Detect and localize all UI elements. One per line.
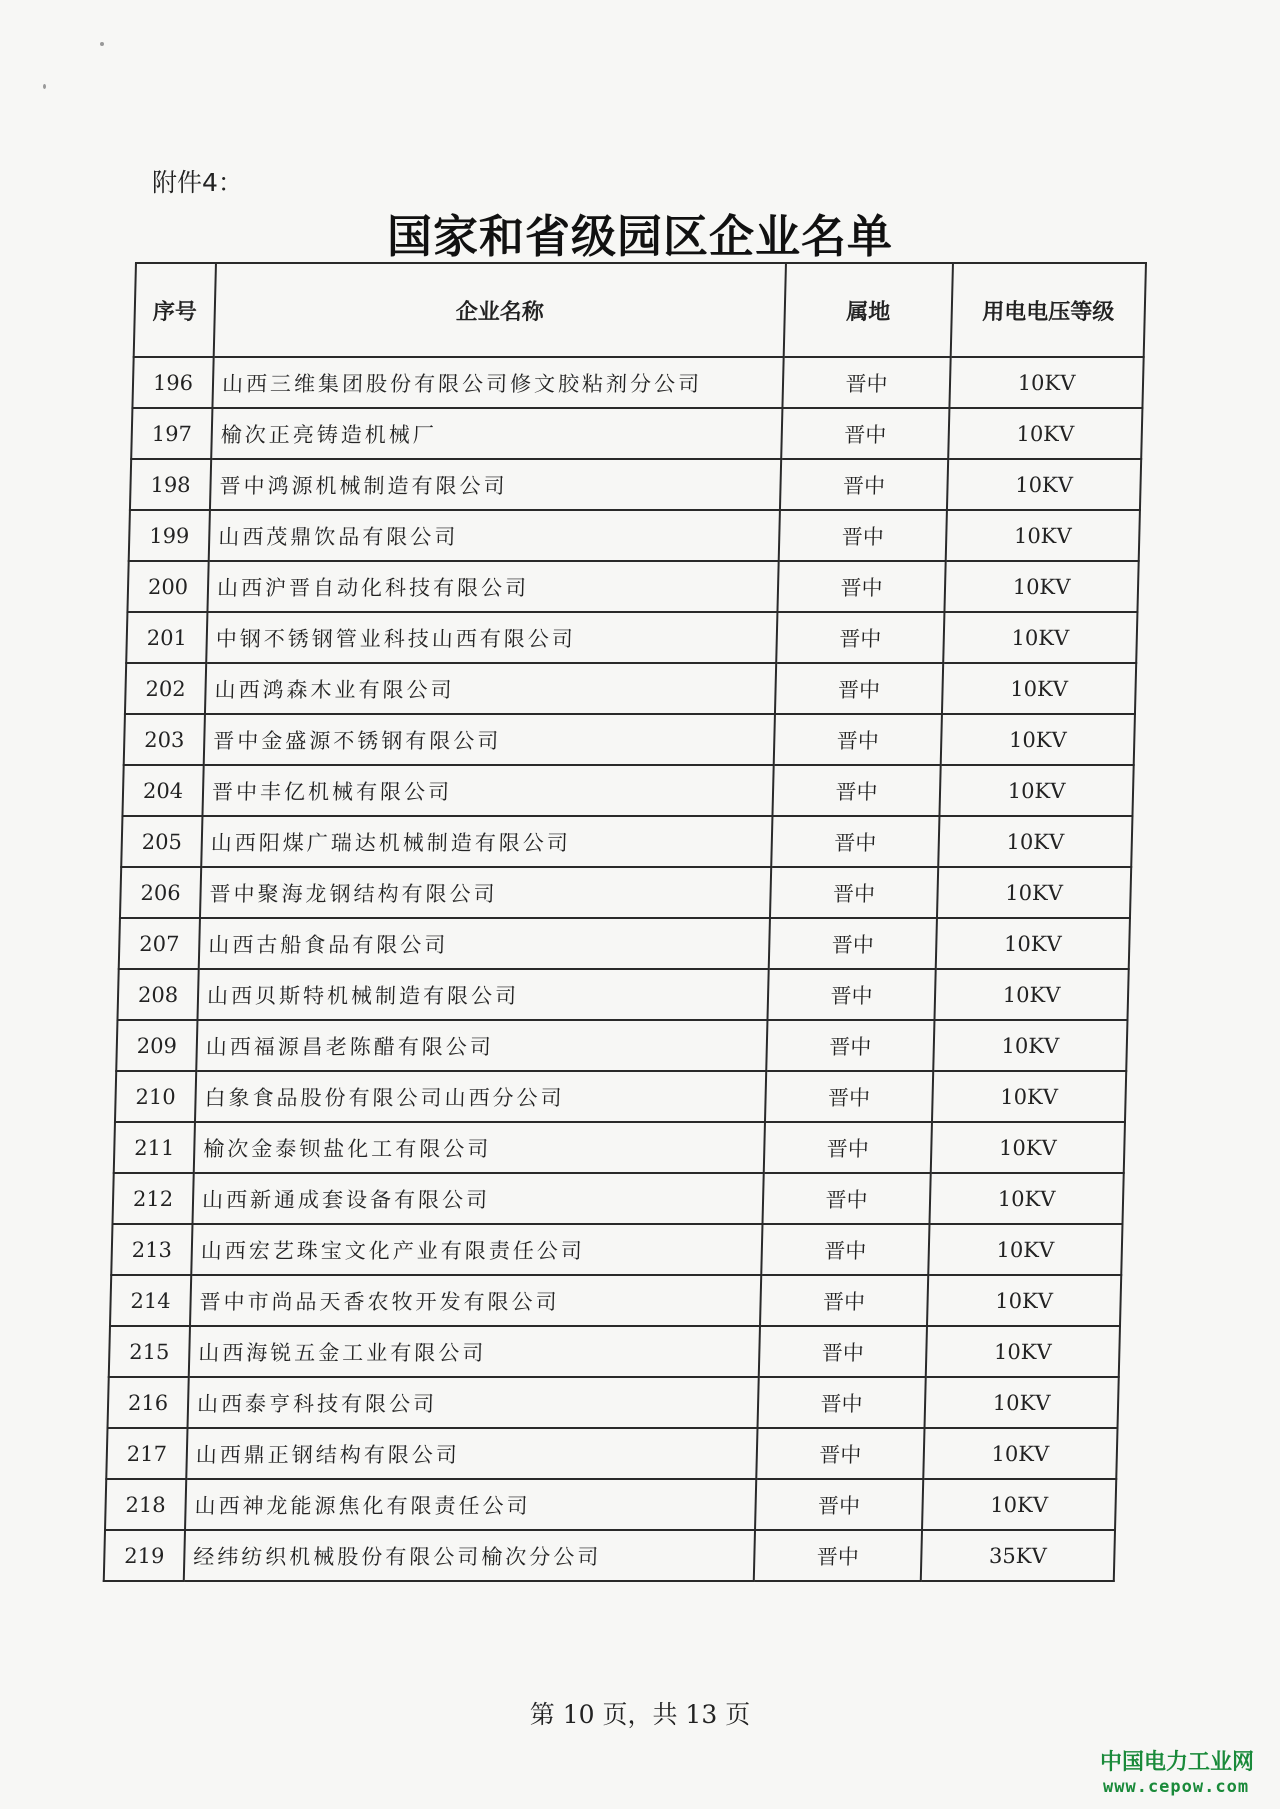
row-name: 晋中聚海龙钢结构有限公司 bbox=[200, 867, 771, 918]
row-no: 197 bbox=[131, 408, 212, 459]
table-row bbox=[121, 816, 1132, 867]
row-name: 山西海锐五金工业有限公司 bbox=[189, 1326, 760, 1377]
row-no: 198 bbox=[130, 459, 211, 510]
row-no: 201 bbox=[126, 612, 207, 663]
row-voltage: 10KV bbox=[947, 459, 1141, 510]
page-footer: 第 10 页，共 13 页 bbox=[529, 1700, 751, 1729]
header-no: 序号 bbox=[134, 263, 216, 357]
row-location: 晋中 bbox=[761, 1224, 929, 1275]
row-voltage: 10KV bbox=[944, 561, 1138, 612]
table-row bbox=[130, 459, 1141, 510]
row-name: 山西宏艺珠宝文化产业有限责任公司 bbox=[191, 1224, 762, 1275]
attachment-label: 附件4： bbox=[152, 168, 243, 197]
row-name: 经纬纺织机械股份有限公司榆次分公司 bbox=[184, 1530, 755, 1581]
row-voltage: 10KV bbox=[933, 1020, 1127, 1071]
table-row bbox=[108, 1377, 1119, 1428]
watermark-url: www.cepow.com bbox=[1103, 1777, 1250, 1797]
row-no: 206 bbox=[120, 867, 201, 918]
table-row bbox=[131, 408, 1142, 459]
row-voltage: 35KV bbox=[921, 1530, 1115, 1581]
row-no: 204 bbox=[122, 765, 203, 816]
row-no: 219 bbox=[104, 1530, 185, 1581]
header-location: 属地 bbox=[784, 263, 953, 357]
row-no: 216 bbox=[108, 1377, 189, 1428]
scan-speck bbox=[100, 42, 104, 46]
row-name: 山西神龙能源焦化有限责任公司 bbox=[185, 1479, 756, 1530]
row-no: 207 bbox=[119, 918, 200, 969]
row-no: 211 bbox=[114, 1122, 195, 1173]
row-name: 中钢不锈钢管业科技山西有限公司 bbox=[206, 612, 777, 663]
row-location: 晋中 bbox=[771, 816, 939, 867]
row-no: 214 bbox=[110, 1275, 191, 1326]
row-location: 晋中 bbox=[764, 1122, 932, 1173]
table-header-row bbox=[134, 263, 1146, 357]
row-location: 晋中 bbox=[767, 969, 935, 1020]
row-location: 晋中 bbox=[772, 765, 940, 816]
row-voltage: 10KV bbox=[934, 969, 1128, 1020]
row-voltage: 10KV bbox=[946, 510, 1140, 561]
row-name: 晋中丰亿机械有限公司 bbox=[202, 765, 773, 816]
table-row bbox=[105, 1479, 1116, 1530]
row-voltage: 10KV bbox=[927, 1275, 1121, 1326]
row-name: 山西鸿森木业有限公司 bbox=[205, 663, 776, 714]
row-voltage: 10KV bbox=[939, 765, 1133, 816]
table-body bbox=[104, 357, 1144, 1581]
row-no: 199 bbox=[129, 510, 210, 561]
header-name: 企业名称 bbox=[214, 263, 786, 357]
row-no: 210 bbox=[115, 1071, 196, 1122]
row-location: 晋中 bbox=[765, 1071, 933, 1122]
row-location: 晋中 bbox=[776, 612, 944, 663]
table-row bbox=[126, 612, 1137, 663]
table-row bbox=[110, 1275, 1121, 1326]
table-row bbox=[104, 1530, 1115, 1581]
row-location: 晋中 bbox=[754, 1530, 922, 1581]
table-row bbox=[120, 867, 1131, 918]
row-location: 晋中 bbox=[775, 663, 943, 714]
row-voltage: 10KV bbox=[932, 1071, 1126, 1122]
row-location: 晋中 bbox=[759, 1326, 927, 1377]
table-row bbox=[111, 1224, 1122, 1275]
row-voltage: 10KV bbox=[936, 918, 1130, 969]
row-voltage: 10KV bbox=[931, 1122, 1125, 1173]
row-no: 215 bbox=[109, 1326, 190, 1377]
row-name: 山西泰亨科技有限公司 bbox=[188, 1377, 759, 1428]
row-voltage: 10KV bbox=[928, 1224, 1122, 1275]
row-location: 晋中 bbox=[756, 1428, 924, 1479]
row-name: 山西鼎正钢结构有限公司 bbox=[186, 1428, 757, 1479]
row-location: 晋中 bbox=[780, 459, 948, 510]
row-location: 晋中 bbox=[770, 867, 938, 918]
row-no: 213 bbox=[111, 1224, 192, 1275]
row-voltage: 10KV bbox=[922, 1479, 1116, 1530]
row-name: 山西福源昌老陈醋有限公司 bbox=[196, 1020, 767, 1071]
row-name: 山西新通成套设备有限公司 bbox=[192, 1173, 763, 1224]
table-row bbox=[114, 1122, 1125, 1173]
table-row bbox=[125, 663, 1136, 714]
row-no: 209 bbox=[116, 1020, 197, 1071]
row-name: 山西三维集团股份有限公司修文胶粘剂分公司 bbox=[212, 357, 783, 408]
row-no: 218 bbox=[105, 1479, 186, 1530]
row-voltage: 10KV bbox=[937, 867, 1131, 918]
row-voltage: 10KV bbox=[941, 714, 1135, 765]
row-name: 榆次金泰钡盐化工有限公司 bbox=[194, 1122, 765, 1173]
table-row bbox=[109, 1326, 1120, 1377]
row-location: 晋中 bbox=[774, 714, 942, 765]
row-no: 217 bbox=[106, 1428, 187, 1479]
row-no: 205 bbox=[121, 816, 202, 867]
row-name: 山西贝斯特机械制造有限公司 bbox=[197, 969, 768, 1020]
row-location: 晋中 bbox=[758, 1377, 926, 1428]
row-no: 202 bbox=[125, 663, 206, 714]
table-row bbox=[132, 357, 1143, 408]
row-voltage: 10KV bbox=[942, 663, 1136, 714]
header-voltage: 用电电压等级 bbox=[951, 263, 1146, 357]
row-voltage: 10KV bbox=[925, 1377, 1119, 1428]
row-name: 晋中金盛源不锈钢有限公司 bbox=[204, 714, 775, 765]
row-voltage: 10KV bbox=[949, 357, 1143, 408]
row-location: 晋中 bbox=[766, 1020, 934, 1071]
row-name: 晋中市尚品天香农牧开发有限公司 bbox=[190, 1275, 761, 1326]
table-row bbox=[112, 1173, 1123, 1224]
row-location: 晋中 bbox=[755, 1479, 923, 1530]
row-voltage: 10KV bbox=[943, 612, 1137, 663]
row-no: 200 bbox=[127, 561, 208, 612]
row-voltage: 10KV bbox=[929, 1173, 1123, 1224]
table-row bbox=[116, 1020, 1127, 1071]
row-location: 晋中 bbox=[762, 1173, 930, 1224]
row-name: 山西茂鼎饮品有限公司 bbox=[209, 510, 780, 561]
table-row bbox=[115, 1071, 1126, 1122]
scan-speck bbox=[43, 84, 46, 89]
table-row bbox=[119, 918, 1130, 969]
table-row bbox=[106, 1428, 1117, 1479]
page-title: 国家和省级园区企业名单 bbox=[386, 210, 893, 263]
table-row bbox=[122, 765, 1133, 816]
row-voltage: 10KV bbox=[938, 816, 1132, 867]
row-location: 晋中 bbox=[781, 408, 949, 459]
row-location: 晋中 bbox=[760, 1275, 928, 1326]
row-voltage: 10KV bbox=[948, 408, 1142, 459]
row-name: 榆次正亮铸造机械厂 bbox=[211, 408, 782, 459]
table-row bbox=[127, 561, 1138, 612]
row-location: 晋中 bbox=[777, 561, 945, 612]
row-no: 203 bbox=[124, 714, 205, 765]
row-name: 山西沪晋自动化科技有限公司 bbox=[207, 561, 778, 612]
enterprise-table bbox=[103, 262, 1147, 1582]
row-no: 212 bbox=[112, 1173, 193, 1224]
row-no: 196 bbox=[132, 357, 213, 408]
table-row bbox=[124, 714, 1135, 765]
row-location: 晋中 bbox=[779, 510, 947, 561]
row-name: 白象食品股份有限公司山西分公司 bbox=[195, 1071, 766, 1122]
row-no: 208 bbox=[117, 969, 198, 1020]
table-row bbox=[129, 510, 1140, 561]
row-name: 山西阳煤广瑞达机械制造有限公司 bbox=[201, 816, 772, 867]
row-name: 晋中鸿源机械制造有限公司 bbox=[210, 459, 781, 510]
row-voltage: 10KV bbox=[926, 1326, 1120, 1377]
watermark-site-name: 中国电力工业网 bbox=[1100, 1750, 1255, 1775]
row-location: 晋中 bbox=[782, 357, 950, 408]
row-location: 晋中 bbox=[769, 918, 937, 969]
row-name: 山西古船食品有限公司 bbox=[199, 918, 770, 969]
row-voltage: 10KV bbox=[923, 1428, 1117, 1479]
table-row bbox=[117, 969, 1128, 1020]
